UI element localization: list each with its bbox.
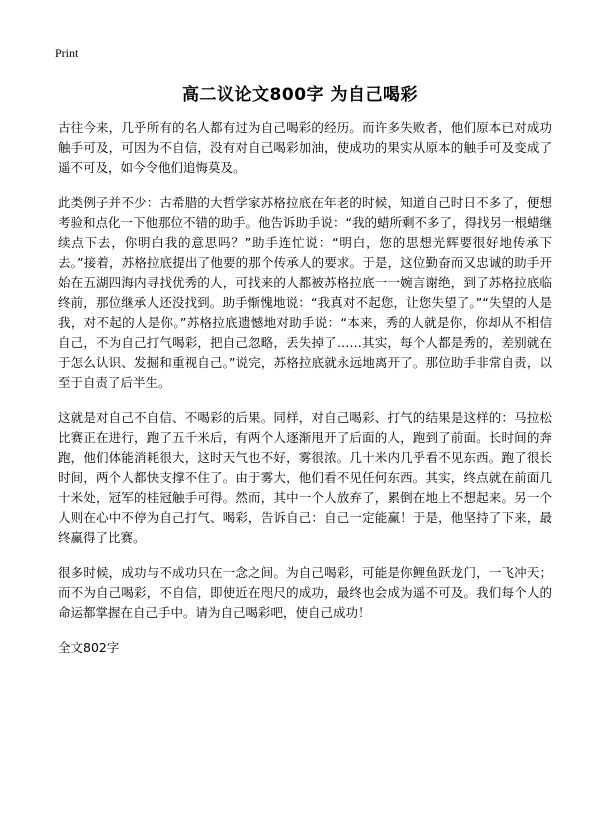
paragraph-4: 很多时候，成功与不成功只在一念之间。为自己喝彩，可能是你鲤鱼跃龙门，一飞冲天；而不为自己喝彩，不自信，即使近在咫尺的成功，最终也会成为遥不可及。我们每个人的命运都掌握在自己手中。请为自己喝彩吧，使自己成功！ xyxy=(58,565,552,620)
paragraph-3: 这就是对自己不自信、不喝彩的后果。同样，对自己喝彩、打气的结果是这样的：马拉松比赛正在进行，跑了五千米后，有两个人逐渐甩开了后面的人，跑到了前面。长时间的奔跑，他们体能消耗很大，这时天气也不好，雾很浓。几十米内几乎看不见东西。跑了很长时间，两个人都快支撑不住了。由于雾大，他们看不见任何东西。其实，终点就在前面几十米处，冠军的桂冠触手可得。然而，其中一个人放弃了，累倒在地上不想起来。另一个人则在心中不停为自己打气、喝彩，告诉自己：自己一定能赢！于是，他坚持了下来，最终赢得了比赛。 xyxy=(58,410,552,545)
word-count: 全文802字 xyxy=(58,640,120,655)
page-title: 高二议论文800字 为自己喝彩 xyxy=(182,85,418,105)
paragraph-1: 古往今来，几乎所有的名人都有过为自己喝彩的经历。而许多失败者，他们原本已对成功触手可及，可因为不自信，没有对自己喝彩加油，使成功的果实从原本的触手可及变成了遥不可及，如今令他们追悔莫及。 xyxy=(58,120,552,175)
article-body xyxy=(58,118,552,658)
print-link[interactable]: Print xyxy=(55,46,79,60)
paragraph-2: 此类例子并不少：古希腊的大哲学家苏格拉底在年老的时候，知道自己时日不多了，便想考验和点化一下他那位不错的助手。他告诉助手说：“我的蜡所剩不多了，得找另一根蜡继续点下去，你明白我的意思吗？”助手连忙说：“明白，您的思想光辉要很好地传承下去。”接着，苏格拉底提出了他要的那个传承人的要求。于是，这位勤奋而又忠诚的助手开始在五湖四海内寻找优秀的人，可找来的人都被苏格拉底一一婉言谢绝，到了苏格拉底临终前，那位继承人还没找到。助手惭愧地说：“我真对不起您，让您失望了。”“失望的人是我，对不起的人是你。”苏格拉底遗憾地对助手说：“本来，秀的人就是你，你却从不相信自己，不为自己打气喝彩，把自己忽略，丢失掉了……其实，每个人都是秀的，差别就在于怎么认识、发掘和重视自己。”说完，苏格拉底就永远地离开了。那位助手非常自责，以至于自责了后半生。 xyxy=(58,195,552,390)
